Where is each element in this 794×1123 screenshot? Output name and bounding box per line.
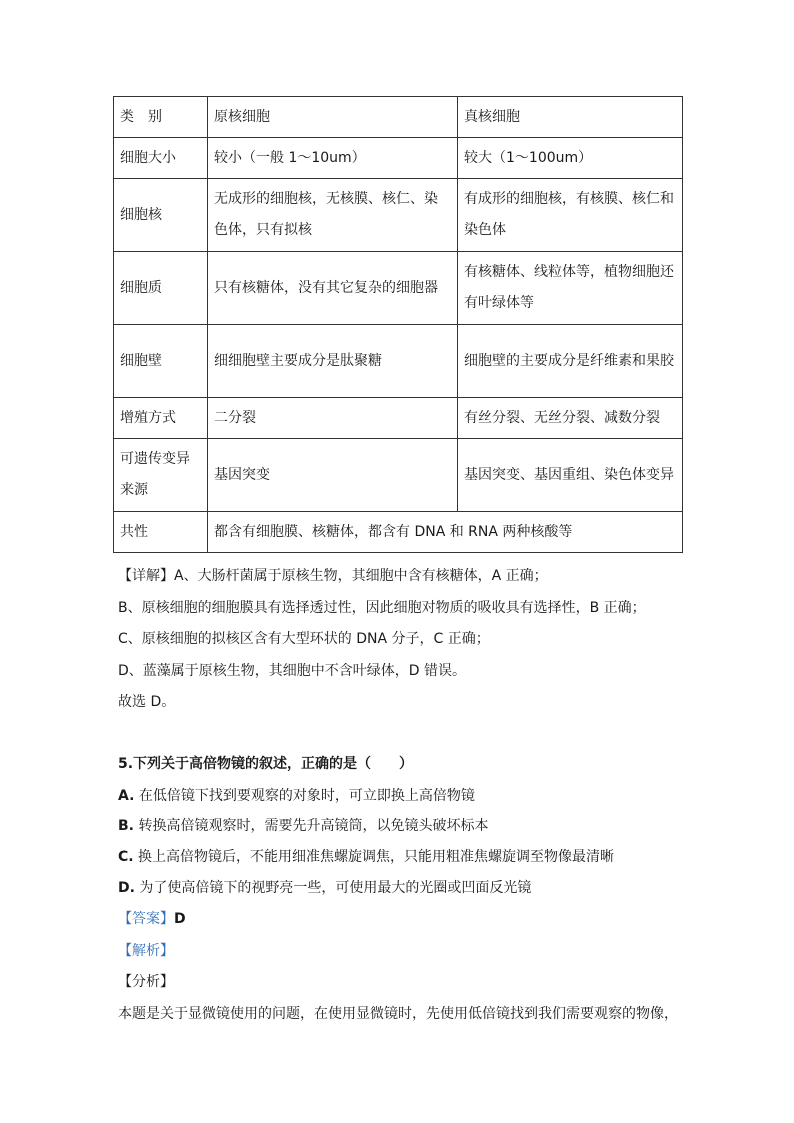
table-cell: 细胞大小 <box>114 138 208 179</box>
explain-conclusion: 故选 D。 <box>118 694 176 710</box>
table-cell: 有成形的细胞核，有核膜、核仁和染色体 <box>458 179 683 252</box>
table-cell: 细胞壁 <box>114 325 208 398</box>
table-row <box>114 325 683 398</box>
table-row <box>114 252 683 325</box>
table-row <box>114 138 683 179</box>
table-cell: 共性 <box>114 512 208 553</box>
table-cell: 较大（1～100um） <box>458 138 683 179</box>
answer-line <box>118 909 186 929</box>
table-cell: 都含有细胞膜、核糖体，都含有 DNA 和 RNA 两种核酸等 <box>208 512 683 553</box>
fenxi-text: 本题是关于显微镜使用的问题，在使用显微镜时，先使用低倍镜找到我们需要观察的物像， <box>118 1006 678 1022</box>
explain-tag: 【详解】 <box>118 568 174 584</box>
table-cell: 有核糖体、线粒体等，植物细胞还有叶绿体等 <box>458 252 683 325</box>
table-cell: 较小（一般 1～10um） <box>208 138 458 179</box>
answer-value: D <box>174 911 186 927</box>
table-row <box>114 97 683 138</box>
option-text: 为了使高倍镜下的视野亮一些，可使用最大的光圈或凹面反光镜 <box>139 880 532 896</box>
answer-tag: 【答案】 <box>118 911 174 927</box>
table-cell: 类 别 <box>114 97 208 138</box>
explain-line-d: D、蓝藻属于原核生物，其细胞中不含叶绿体，D 错误。 <box>118 663 467 679</box>
option-text: 转换高倍镜观察时，需要先升高镜筒，以免镜头破坏标本 <box>138 818 489 834</box>
table-cell: 基因突变 <box>208 439 458 512</box>
table-row <box>114 398 683 439</box>
table-cell: 增殖方式 <box>114 398 208 439</box>
question-stem: 5.下列关于高倍物镜的叙述，正确的是（ ） <box>118 756 414 772</box>
option-text: 换上高倍物镜后，不能用细准焦螺旋调焦，只能用粗准焦螺旋调至物像最清晰 <box>138 849 615 865</box>
explain-line-c: C、原核细胞的拟核区含有大型环状的 DNA 分子，C 正确； <box>118 631 490 647</box>
table-cell: 基因突变、基因重组、染色体变异 <box>458 439 683 512</box>
comparison-table <box>113 96 683 553</box>
explain-text: A、大肠杆菌属于原核生物，其细胞中含有核糖体，A 正确； <box>174 568 548 584</box>
option-d <box>118 878 531 898</box>
table-cell: 原核细胞 <box>208 97 458 138</box>
table-cell: 有丝分裂、无丝分裂、减数分裂 <box>458 398 683 439</box>
option-text: 在低倍镜下找到要观察的对象时，可立即换上高倍物镜 <box>138 788 475 804</box>
explain-line-a <box>118 566 548 586</box>
analysis-tag: 【解析】 <box>118 943 174 959</box>
table-cell: 细胞壁的主要成分是纤维素和果胶 <box>458 325 683 398</box>
option-key: B. <box>118 818 134 834</box>
table-row <box>114 179 683 252</box>
table-cell: 真核细胞 <box>458 97 683 138</box>
explain-line-b: B、原核细胞的细胞膜具有选择透过性，因此细胞对物质的吸收具有选择性，B 正确； <box>118 600 646 616</box>
option-a <box>118 786 475 806</box>
table-cell: 细细胞壁主要成分是肽聚糖 <box>208 325 458 398</box>
table-cell: 细胞核 <box>114 179 208 252</box>
table-row <box>114 512 683 553</box>
table-cell: 只有核糖体，没有其它复杂的细胞器 <box>208 252 458 325</box>
option-key: D. <box>118 880 135 896</box>
option-key: A. <box>118 788 135 804</box>
table-cell: 二分裂 <box>208 398 458 439</box>
table-cell: 细胞质 <box>114 252 208 325</box>
fenxi-tag: 【分析】 <box>118 974 174 990</box>
table-cell: 无成形的细胞核，无核膜、核仁、染色体，只有拟核 <box>208 179 458 252</box>
table-cell: 可遗传变异来源 <box>114 439 208 512</box>
option-c <box>118 847 614 867</box>
option-key: C. <box>118 849 134 865</box>
option-b <box>118 816 488 836</box>
table-row <box>114 439 683 512</box>
